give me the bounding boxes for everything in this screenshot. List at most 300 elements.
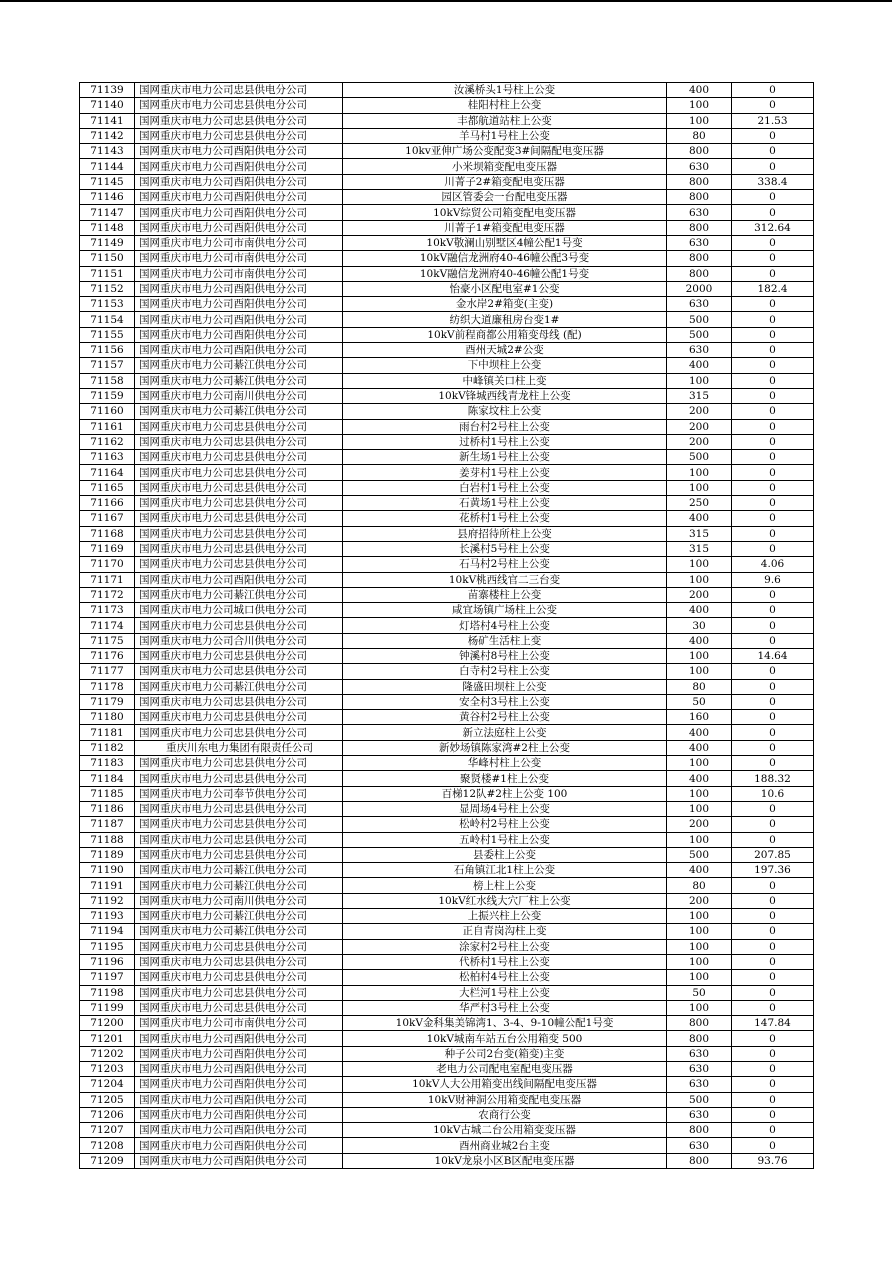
table-row (80, 541, 814, 556)
table-row (80, 526, 814, 541)
transformer-name-cell: 羊马村1号柱上公变 (343, 128, 667, 143)
table-row (80, 694, 814, 709)
transformer-name-cell: 白岩村1号柱上公变 (343, 480, 667, 495)
capacity-cell: 160 (667, 710, 732, 725)
value-cell: 207.85 (732, 847, 814, 862)
value-cell: 0 (732, 1107, 814, 1122)
row-id-cell: 71207 (80, 1123, 135, 1138)
org-cell: 国网重庆市电力公司酉阳供电分公司 (135, 327, 343, 342)
org-cell: 国网重庆市电力公司忠县供电分公司 (135, 847, 343, 862)
row-id-cell: 71187 (80, 817, 135, 832)
table-row (80, 190, 814, 205)
transformer-table (79, 82, 814, 1169)
org-cell: 国网重庆市电力公司酉阳供电分公司 (135, 190, 343, 205)
table-row (80, 434, 814, 449)
value-cell: 93.76 (732, 1153, 814, 1168)
org-cell: 国网重庆市电力公司市南供电分公司 (135, 251, 343, 266)
row-id-cell: 71161 (80, 419, 135, 434)
row-id-cell: 71173 (80, 603, 135, 618)
transformer-name-cell: 正自青岗沟柱上变 (343, 924, 667, 939)
org-cell: 国网重庆市电力公司合川供电分公司 (135, 633, 343, 648)
value-cell: 0 (732, 83, 814, 98)
transformer-name-cell: 10kV金科集美锦湾1、3-4、9-10幢公配1号变 (343, 1016, 667, 1031)
org-cell: 国网重庆市电力公司綦江供电分公司 (135, 358, 343, 373)
org-cell: 国网重庆市电力公司忠县供电分公司 (135, 465, 343, 480)
capacity-cell: 800 (667, 174, 732, 189)
transformer-name-cell: 上振兴柱上公变 (343, 909, 667, 924)
capacity-cell: 100 (667, 465, 732, 480)
org-cell: 国网重庆市电力公司酉阳供电分公司 (135, 572, 343, 587)
transformer-name-cell: 桂阳村柱上公变 (343, 98, 667, 113)
capacity-cell: 630 (667, 1107, 732, 1122)
transformer-name-cell: 松柏村4号柱上公变 (343, 970, 667, 985)
row-id-cell: 71145 (80, 174, 135, 189)
org-cell: 国网重庆市电力公司酉阳供电分公司 (135, 159, 343, 174)
table-row (80, 343, 814, 358)
row-id-cell: 71180 (80, 710, 135, 725)
capacity-cell: 500 (667, 1092, 732, 1107)
row-id-cell: 71179 (80, 694, 135, 709)
table-row (80, 893, 814, 908)
transformer-name-cell: 涂家村2号柱上公变 (343, 939, 667, 954)
table-row (80, 557, 814, 572)
capacity-cell: 400 (667, 771, 732, 786)
value-cell: 0 (732, 511, 814, 526)
org-cell: 国网重庆市电力公司忠县供电分公司 (135, 557, 343, 572)
org-cell: 国网重庆市电力公司忠县供电分公司 (135, 954, 343, 969)
transformer-name-cell: 县委柱上公变 (343, 847, 667, 862)
table-row (80, 1153, 814, 1168)
row-id-cell: 71156 (80, 343, 135, 358)
table-row (80, 710, 814, 725)
value-cell: 312.64 (732, 220, 814, 235)
capacity-cell: 315 (667, 388, 732, 403)
value-cell: 147.84 (732, 1016, 814, 1031)
value-cell: 0 (732, 404, 814, 419)
capacity-cell: 400 (667, 740, 732, 755)
capacity-cell: 500 (667, 312, 732, 327)
transformer-name-cell: 小米坝箱变配电变压器 (343, 159, 667, 174)
value-cell: 0 (732, 190, 814, 205)
table-row (80, 1077, 814, 1092)
capacity-cell: 200 (667, 893, 732, 908)
transformer-name-cell: 石黄场1号柱上公变 (343, 496, 667, 511)
org-cell: 国网重庆市电力公司綦江供电分公司 (135, 909, 343, 924)
value-cell: 0 (732, 710, 814, 725)
capacity-cell: 100 (667, 664, 732, 679)
row-id-cell: 71167 (80, 511, 135, 526)
org-cell: 国网重庆市电力公司酉阳供电分公司 (135, 1138, 343, 1153)
table-row (80, 679, 814, 694)
transformer-name-cell: 黄谷村2号柱上公变 (343, 710, 667, 725)
value-cell: 0 (732, 496, 814, 511)
table-row (80, 832, 814, 847)
transformer-name-cell: 酉州天城2#公变 (343, 343, 667, 358)
value-cell: 197.36 (732, 863, 814, 878)
org-cell: 国网重庆市电力公司忠县供电分公司 (135, 725, 343, 740)
capacity-cell: 200 (667, 419, 732, 434)
transformer-name-cell: 安全村3号柱上公变 (343, 694, 667, 709)
table-row (80, 128, 814, 143)
capacity-cell: 400 (667, 633, 732, 648)
transformer-name-cell: 农商行公变 (343, 1107, 667, 1122)
capacity-cell: 800 (667, 1016, 732, 1031)
table-row (80, 281, 814, 296)
capacity-cell: 250 (667, 496, 732, 511)
capacity-cell: 800 (667, 1031, 732, 1046)
org-cell: 国网重庆市电力公司酉阳供电分公司 (135, 1062, 343, 1077)
capacity-cell: 80 (667, 679, 732, 694)
transformer-name-cell: 聚贤楼#1柱上公变 (343, 771, 667, 786)
table-row (80, 358, 814, 373)
table-row (80, 465, 814, 480)
table-row (80, 847, 814, 862)
value-cell: 0 (732, 98, 814, 113)
table-row (80, 83, 814, 98)
row-id-cell: 71160 (80, 404, 135, 419)
row-id-cell: 71141 (80, 113, 135, 128)
value-cell: 0 (732, 801, 814, 816)
transformer-name-cell: 姜芽村1号柱上公变 (343, 465, 667, 480)
org-cell: 国网重庆市电力公司南川供电分公司 (135, 893, 343, 908)
org-cell: 国网重庆市电力公司市南供电分公司 (135, 266, 343, 281)
transformer-name-cell: 榜上柱上公变 (343, 878, 667, 893)
org-cell: 国网重庆市电力公司酉阳供电分公司 (135, 312, 343, 327)
row-id-cell: 71198 (80, 985, 135, 1000)
row-id-cell: 71166 (80, 496, 135, 511)
transformer-name-cell: 石马村2号柱上公变 (343, 557, 667, 572)
row-id-cell: 71196 (80, 954, 135, 969)
capacity-cell: 800 (667, 190, 732, 205)
row-id-cell: 71171 (80, 572, 135, 587)
row-id-cell: 71139 (80, 83, 135, 98)
transformer-name-cell: 老电力公司配电室配电变压器 (343, 1062, 667, 1077)
org-cell: 国网重庆市电力公司綦江供电分公司 (135, 404, 343, 419)
value-cell: 0 (732, 1123, 814, 1138)
transformer-name-cell: 10kV城南车站五台公用箱变 500 (343, 1031, 667, 1046)
org-cell: 重庆川东电力集团有限责任公司 (135, 740, 343, 755)
org-cell: 国网重庆市电力公司綦江供电分公司 (135, 878, 343, 893)
transformer-name-cell: 10kV敬澜山别墅区4幢公配1号变 (343, 235, 667, 250)
row-id-cell: 71142 (80, 128, 135, 143)
capacity-cell: 100 (667, 572, 732, 587)
table-row (80, 633, 814, 648)
capacity-cell: 315 (667, 541, 732, 556)
transformer-name-cell: 10kV融信龙洲府40-46幢公配3号变 (343, 251, 667, 266)
value-cell: 0 (732, 725, 814, 740)
table-row (80, 113, 814, 128)
org-cell: 国网重庆市电力公司酉阳供电分公司 (135, 343, 343, 358)
value-cell: 0 (732, 1000, 814, 1015)
value-cell: 14.64 (732, 648, 814, 663)
transformer-name-cell: 10kV锋城西线青龙柱上公变 (343, 388, 667, 403)
value-cell: 0 (732, 633, 814, 648)
transformer-name-cell: 咸宜场镇广场柱上公变 (343, 603, 667, 618)
table-row (80, 909, 814, 924)
value-cell: 0 (732, 694, 814, 709)
org-cell: 国网重庆市电力公司酉阳供电分公司 (135, 220, 343, 235)
capacity-cell: 80 (667, 878, 732, 893)
capacity-cell: 200 (667, 434, 732, 449)
capacity-cell: 100 (667, 113, 732, 128)
row-id-cell: 71177 (80, 664, 135, 679)
transformer-name-cell: 汝溪桥头1号柱上公变 (343, 83, 667, 98)
transformer-name-cell: 县府招待所柱上公变 (343, 526, 667, 541)
value-cell: 0 (732, 434, 814, 449)
value-cell: 0 (732, 159, 814, 174)
table-row (80, 480, 814, 495)
transformer-name-cell: 川菁子2#箱变配电变压器 (343, 174, 667, 189)
table-row (80, 205, 814, 220)
value-cell: 0 (732, 878, 814, 893)
row-id-cell: 71157 (80, 358, 135, 373)
capacity-cell: 400 (667, 603, 732, 618)
capacity-cell: 630 (667, 159, 732, 174)
row-id-cell: 71152 (80, 281, 135, 296)
transformer-name-cell: 白寺村2号柱上公变 (343, 664, 667, 679)
transformer-name-cell: 金水岸2#箱变(主变) (343, 297, 667, 312)
row-id-cell: 71155 (80, 327, 135, 342)
capacity-cell: 400 (667, 863, 732, 878)
capacity-cell: 100 (667, 924, 732, 939)
row-id-cell: 71178 (80, 679, 135, 694)
row-id-cell: 71202 (80, 1046, 135, 1061)
org-cell: 国网重庆市电力公司忠县供电分公司 (135, 419, 343, 434)
capacity-cell: 630 (667, 235, 732, 250)
capacity-cell: 400 (667, 725, 732, 740)
table-row (80, 251, 814, 266)
org-cell: 国网重庆市电力公司忠县供电分公司 (135, 756, 343, 771)
capacity-cell: 100 (667, 480, 732, 495)
row-id-cell: 71168 (80, 526, 135, 541)
org-cell: 国网重庆市电力公司南川供电分公司 (135, 388, 343, 403)
capacity-cell: 400 (667, 358, 732, 373)
value-cell: 0 (732, 1031, 814, 1046)
table-row (80, 419, 814, 434)
org-cell: 国网重庆市电力公司忠县供电分公司 (135, 970, 343, 985)
org-cell: 国网重庆市电力公司忠县供电分公司 (135, 817, 343, 832)
capacity-cell: 500 (667, 847, 732, 862)
transformer-name-cell: 川菁子1#箱变配电变压器 (343, 220, 667, 235)
org-cell: 国网重庆市电力公司酉阳供电分公司 (135, 1153, 343, 1168)
transformer-name-cell: 苗寨楼柱上公变 (343, 587, 667, 602)
value-cell: 188.32 (732, 771, 814, 786)
transformer-name-cell: 松岭村2号柱上公变 (343, 817, 667, 832)
table-row (80, 603, 814, 618)
transformer-name-cell: 酉州商业城2台主变 (343, 1138, 667, 1153)
value-cell: 0 (732, 909, 814, 924)
table-row (80, 98, 814, 113)
capacity-cell: 200 (667, 404, 732, 419)
value-cell: 0 (732, 1046, 814, 1061)
capacity-cell: 400 (667, 83, 732, 98)
org-cell: 国网重庆市电力公司忠县供电分公司 (135, 985, 343, 1000)
row-id-cell: 71175 (80, 633, 135, 648)
table-row (80, 954, 814, 969)
capacity-cell: 100 (667, 939, 732, 954)
capacity-cell: 100 (667, 373, 732, 388)
transformer-name-cell: 花桥村1号柱上公变 (343, 511, 667, 526)
row-id-cell: 71199 (80, 1000, 135, 1015)
org-cell: 国网重庆市电力公司忠县供电分公司 (135, 450, 343, 465)
org-cell: 国网重庆市电力公司忠县供电分公司 (135, 710, 343, 725)
capacity-cell: 630 (667, 1138, 732, 1153)
row-id-cell: 71140 (80, 98, 135, 113)
transformer-name-cell: 丰都航道站柱上公变 (343, 113, 667, 128)
table-row (80, 756, 814, 771)
row-id-cell: 71197 (80, 970, 135, 985)
table-row (80, 725, 814, 740)
row-id-cell: 71146 (80, 190, 135, 205)
table-row (80, 801, 814, 816)
row-id-cell: 71149 (80, 235, 135, 250)
row-id-cell: 71153 (80, 297, 135, 312)
value-cell: 21.53 (732, 113, 814, 128)
capacity-cell: 630 (667, 1077, 732, 1092)
transformer-name-cell: 代桥村1号柱上公变 (343, 954, 667, 969)
transformer-name-cell: 华严村3号柱上公变 (343, 1000, 667, 1015)
transformer-name-cell: 百梯12队#2柱上公变 100 (343, 786, 667, 801)
value-cell: 0 (732, 465, 814, 480)
row-id-cell: 71170 (80, 557, 135, 572)
table-row (80, 388, 814, 403)
org-cell: 国网重庆市电力公司綦江供电分公司 (135, 863, 343, 878)
table-row (80, 174, 814, 189)
capacity-cell: 100 (667, 98, 732, 113)
table-row (80, 496, 814, 511)
value-cell: 0 (732, 618, 814, 633)
value-cell: 0 (732, 480, 814, 495)
org-cell: 国网重庆市电力公司奉节供电分公司 (135, 786, 343, 801)
capacity-cell: 30 (667, 618, 732, 633)
org-cell: 国网重庆市电力公司酉阳供电分公司 (135, 1107, 343, 1122)
row-id-cell: 71189 (80, 847, 135, 862)
transformer-name-cell: 10kV桃西线官二三台变 (343, 572, 667, 587)
row-id-cell: 71159 (80, 388, 135, 403)
table-row (80, 1107, 814, 1122)
transformer-name-cell: 种子公司2台变(箱变)主变 (343, 1046, 667, 1061)
table-row (80, 327, 814, 342)
capacity-cell: 800 (667, 251, 732, 266)
row-id-cell: 71194 (80, 924, 135, 939)
org-cell: 国网重庆市电力公司忠县供电分公司 (135, 694, 343, 709)
value-cell: 10.6 (732, 786, 814, 801)
transformer-name-cell: 下中坝柱上公变 (343, 358, 667, 373)
capacity-cell: 630 (667, 343, 732, 358)
org-cell: 国网重庆市电力公司酉阳供电分公司 (135, 1077, 343, 1092)
capacity-cell: 100 (667, 557, 732, 572)
row-id-cell: 71208 (80, 1138, 135, 1153)
capacity-cell: 500 (667, 327, 732, 342)
transformer-name-cell: 园区管委会一台配电变压器 (343, 190, 667, 205)
transformer-name-cell: 纺织大道廉租房台变1# (343, 312, 667, 327)
row-id-cell: 71150 (80, 251, 135, 266)
value-cell: 0 (732, 327, 814, 342)
transformer-name-cell: 10kV综贸公司箱变配电变压器 (343, 205, 667, 220)
value-cell: 0 (732, 832, 814, 847)
capacity-cell: 2000 (667, 281, 732, 296)
value-cell: 0 (732, 587, 814, 602)
capacity-cell: 800 (667, 220, 732, 235)
org-cell: 国网重庆市电力公司酉阳供电分公司 (135, 1031, 343, 1046)
capacity-cell: 100 (667, 954, 732, 969)
org-cell: 国网重庆市电力公司綦江供电分公司 (135, 924, 343, 939)
value-cell: 0 (732, 358, 814, 373)
org-cell: 国网重庆市电力公司忠县供电分公司 (135, 541, 343, 556)
org-cell: 国网重庆市电力公司綦江供电分公司 (135, 679, 343, 694)
transformer-name-cell: 雨台村2号柱上公变 (343, 419, 667, 434)
org-cell: 国网重庆市电力公司忠县供电分公司 (135, 664, 343, 679)
table-row (80, 587, 814, 602)
table-row (80, 985, 814, 1000)
row-id-cell: 71182 (80, 740, 135, 755)
org-cell: 国网重庆市电力公司忠县供电分公司 (135, 83, 343, 98)
row-id-cell: 71147 (80, 205, 135, 220)
org-cell: 国网重庆市电力公司綦江供电分公司 (135, 373, 343, 388)
row-id-cell: 71184 (80, 771, 135, 786)
value-cell: 0 (732, 679, 814, 694)
table-row (80, 266, 814, 281)
page-top-rule (0, 0, 892, 2)
transformer-name-cell: 怡豪小区配电室#1公变 (343, 281, 667, 296)
capacity-cell: 500 (667, 450, 732, 465)
value-cell: 0 (732, 388, 814, 403)
table-row (80, 235, 814, 250)
value-cell: 0 (732, 205, 814, 220)
value-cell: 0 (732, 740, 814, 755)
capacity-cell: 50 (667, 694, 732, 709)
transformer-name-cell: 10kV融信龙洲府40-46幢公配1号变 (343, 266, 667, 281)
table-row (80, 970, 814, 985)
row-id-cell: 71181 (80, 725, 135, 740)
value-cell: 0 (732, 297, 814, 312)
capacity-cell: 315 (667, 526, 732, 541)
value-cell: 0 (732, 526, 814, 541)
row-id-cell: 71158 (80, 373, 135, 388)
transformer-name-cell: 新生场1号柱上公变 (343, 450, 667, 465)
org-cell: 国网重庆市电力公司酉阳供电分公司 (135, 174, 343, 189)
capacity-cell: 630 (667, 1046, 732, 1061)
row-id-cell: 71165 (80, 480, 135, 495)
table-body (80, 83, 814, 1169)
row-id-cell: 71203 (80, 1062, 135, 1077)
capacity-cell: 800 (667, 1123, 732, 1138)
capacity-cell: 630 (667, 1062, 732, 1077)
org-cell: 国网重庆市电力公司忠县供电分公司 (135, 480, 343, 495)
table-row (80, 664, 814, 679)
capacity-cell: 50 (667, 985, 732, 1000)
transformer-name-cell: 钟溪村8号柱上公变 (343, 648, 667, 663)
row-id-cell: 71209 (80, 1153, 135, 1168)
row-id-cell: 71154 (80, 312, 135, 327)
transformer-name-cell: 隆盛田坝柱上公变 (343, 679, 667, 694)
capacity-cell: 100 (667, 970, 732, 985)
value-cell: 0 (732, 128, 814, 143)
value-cell: 0 (732, 603, 814, 618)
table-row (80, 450, 814, 465)
row-id-cell: 71205 (80, 1092, 135, 1107)
table-row (80, 771, 814, 786)
capacity-cell: 100 (667, 832, 732, 847)
transformer-name-cell: 长溪村5号柱上公变 (343, 541, 667, 556)
table-row (80, 220, 814, 235)
org-cell: 国网重庆市电力公司酉阳供电分公司 (135, 281, 343, 296)
value-cell: 9.6 (732, 572, 814, 587)
org-cell: 国网重庆市电力公司綦江供电分公司 (135, 587, 343, 602)
transformer-name-cell: 10kV龙泉小区B区配电变压器 (343, 1153, 667, 1168)
table-row (80, 144, 814, 159)
org-cell: 国网重庆市电力公司忠县供电分公司 (135, 526, 343, 541)
